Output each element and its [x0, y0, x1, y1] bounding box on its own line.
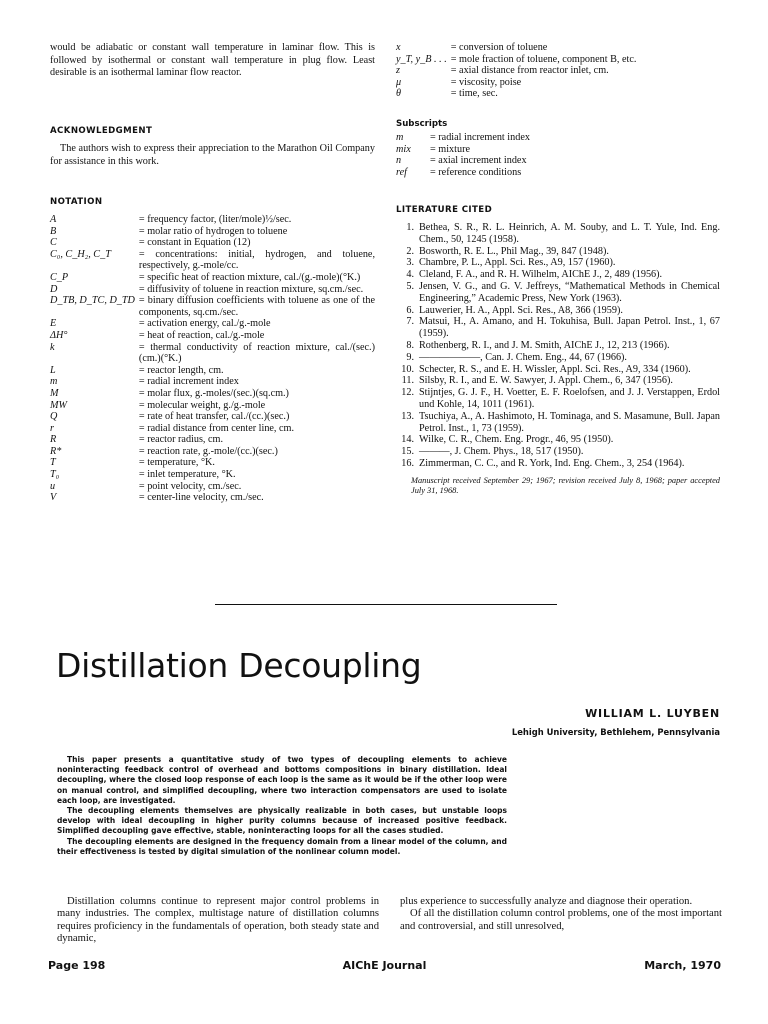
reference-text: Lauwerier, H. A., Appl. Sci. Res., A8, 366 (1959). — [419, 304, 623, 316]
reference-number: 14. — [401, 434, 414, 446]
notation-entry — [396, 65, 720, 77]
author-affiliation: Lehigh University, Bethlehem, Pennsylvania — [511, 727, 720, 737]
notation-entry — [396, 42, 720, 54]
subscripts-section — [396, 119, 720, 178]
notation-symbol: ref — [396, 166, 407, 178]
notation-entry — [396, 155, 720, 167]
reference-text: Matsui, H., A. Amano, and H. Tokuhisa, Bull. Japan Petrol. Inst., 1, 67 (1959). — [419, 316, 720, 340]
notation-definition: = frequency factor, (liter/mole)½/sec. — [138, 214, 292, 225]
notation-symbol: M — [50, 387, 59, 399]
reference-number: 10. — [401, 363, 414, 375]
notation-symbol: C_P — [50, 271, 69, 283]
abstract — [57, 755, 507, 857]
notation-definition: = reaction rate, g.-mole/(cc.)(sec.) — [138, 445, 278, 457]
reference-text: Cleland, F. A., and R. H. Wilhelm, AIChE J., 2, 489 (1956). — [419, 269, 663, 281]
reference-item — [396, 446, 720, 458]
notation-symbol: R — [50, 434, 57, 446]
notation-definition: = axial increment index — [430, 155, 527, 167]
reference-item — [396, 387, 720, 411]
reference-item — [396, 316, 720, 340]
notation-definition: = reactor length, cm. — [138, 364, 224, 376]
acknowledgment-heading: ACKNOWLEDGMENT — [50, 126, 153, 136]
notation-symbol: ΔH° — [50, 329, 68, 341]
notation-symbol: r — [50, 422, 54, 434]
notation-definition: = reactor radius, cm. — [138, 434, 224, 446]
reference-number: 1. — [406, 222, 414, 233]
notation-symbol: T — [50, 457, 56, 469]
notation-entry — [50, 284, 375, 296]
reference-number: 6. — [406, 304, 414, 316]
notation-definition: = mole fraction of toluene, component B, etc. — [450, 53, 637, 65]
subscripts-list — [396, 132, 720, 178]
reference-text: Wilke, C. R., Chem. Eng. Progr., 46, 95 (1950). — [419, 434, 614, 446]
reference-number: 13. — [401, 410, 414, 422]
notation-symbol: u — [50, 480, 56, 492]
notation-entry — [50, 400, 375, 412]
notation-definition: = constant in Equation (12) — [138, 237, 251, 249]
notation-symbol: R* — [50, 445, 62, 457]
notation-symbol: k — [50, 341, 55, 353]
notation-symbol: C — [50, 237, 57, 249]
reference-item — [396, 269, 720, 281]
reference-text: Silsby, R. I., and E. W. Sawyer, J. Appl. Chem., 6, 347 (1956). — [419, 375, 673, 387]
notation-symbol: z — [396, 65, 400, 77]
notation-entry — [50, 411, 375, 423]
notation-entry — [396, 144, 720, 156]
issue-date: March, 1970 — [644, 959, 721, 972]
notation-entry — [50, 423, 375, 435]
section-rule — [215, 604, 557, 605]
acknowledgment-section — [50, 126, 375, 168]
notation-definition: = center-line velocity, cm./sec. — [138, 492, 264, 504]
notation-list — [50, 214, 375, 504]
notation-symbol: C₀, C_H₂, C_T — [50, 248, 111, 260]
notation-entry — [396, 132, 720, 144]
notation-definition: = temperature, °K. — [138, 457, 215, 469]
manuscript-note: Manuscript received September 29; 1967; revision received July 8, 1968; paper accepted July 31, 1968. — [411, 475, 720, 495]
intro-paragraph: would be adiabatic or constant wall temperature in laminar flow. This is followed by isothermal or constant wall temperature in plug flow. Least desirable is an isothermal laminar flow reactor. — [50, 42, 375, 79]
reference-item — [396, 222, 720, 246]
notation-symbol: D_TB, D_TC, D_TD — [50, 295, 135, 307]
left-column — [50, 42, 375, 504]
reference-number: 16. — [401, 457, 414, 469]
reference-text: Tsuchiya, A., A. Hashimoto, H. Tominaga, and S. Masamune, Bull. Japan Petrol. Inst., 1, 73 (1959). — [419, 410, 720, 434]
notation-definition: = conversion of toluene — [450, 42, 548, 53]
notation-definition: = molar ratio of hydrogen to toluene — [138, 225, 288, 237]
notation-entry — [50, 457, 375, 469]
notation-entry — [396, 77, 720, 89]
notation-entry — [50, 376, 375, 388]
body-paragraph: plus experience to successfully analyze and diagnose their operation. — [400, 896, 693, 907]
notation-definition: = diffusivity of toluene in reaction mixture, sq.cm./sec. — [138, 283, 364, 295]
notation-definition: = concentrations: initial, hydrogen, and toluene, respectively, g.-mole/cc. — [138, 248, 375, 272]
page-footer — [48, 959, 721, 975]
notation-entry — [50, 318, 375, 330]
notation-symbol: μ — [396, 76, 402, 88]
body-paragraph: Of all the distillation column control problems, one of the most important and controversial, and still unresolved, — [400, 908, 722, 932]
reference-text: Bethea, S. R., R. L. Heinrich, A. M. Souby, and L. T. Yule, Ind. Eng. Chem., 50, 1245 (1958). — [419, 222, 720, 245]
notation-entry — [50, 249, 375, 272]
right-column — [396, 42, 720, 495]
notation-entry — [50, 365, 375, 377]
notation-definition: = viscosity, poise — [450, 76, 522, 88]
notation-symbol: n — [396, 155, 402, 167]
reference-number: 12. — [401, 387, 414, 399]
reference-number: 5. — [406, 280, 414, 292]
notation-symbol: mix — [396, 143, 411, 155]
notation-definition: = reference conditions — [430, 166, 522, 178]
notation-section — [50, 197, 375, 504]
notation-symbol: B — [50, 225, 57, 237]
reference-number: 8. — [406, 339, 414, 351]
reference-text: ——————, Can. J. Chem. Eng., 44, 67 (1966). — [419, 351, 627, 363]
notation-definition: = thermal conductivity of reaction mixture, cal./(sec.)(cm.)(°K.) — [138, 341, 375, 365]
notation-continued-list — [396, 42, 720, 100]
reference-text: Jensen, V. G., and G. V. Jeffreys, “Mathematical Methods in Chemical Engineering,” Academic Press, New York (1963). — [419, 280, 720, 304]
reference-number: 3. — [406, 257, 414, 269]
reference-item — [396, 246, 720, 258]
page-number: Page 198 — [48, 959, 106, 972]
notation-entry — [50, 481, 375, 493]
article-title: Distillation Decoupling — [56, 646, 422, 685]
notation-entry — [50, 446, 375, 458]
notation-symbol: m — [50, 376, 58, 388]
abstract-paragraph: The decoupling elements themselves are physically realizable in both cases, but unstable loops develop with ideal decoupling in higher purity columns because of increased positive feedback. Simplified decoupling gave effective, stable, noninteracting loops for all the cases studied. — [57, 806, 507, 836]
reference-text: Rothenberg, R. I., and J. M. Smith, AIChE J., 12, 213 (1966). — [419, 339, 670, 351]
reference-item — [396, 458, 720, 470]
notation-symbol: L — [50, 364, 56, 376]
notation-symbol: V — [50, 492, 57, 504]
body-column-right — [400, 896, 722, 933]
notation-definition: = mixture — [430, 143, 470, 155]
body-paragraph: Distillation columns continue to represent major control problems in many industries. The complex, multistage nature of distillation columns requires proficiency in the fundamentals of operation, both steady state and dynamic, — [57, 896, 379, 945]
notation-entry — [50, 214, 375, 226]
notation-definition: = binary diffusion coefficients with toluene as one of the components, sq.cm./sec. — [138, 295, 375, 318]
subscripts-heading: Subscripts — [396, 119, 448, 129]
notation-symbol: x — [396, 42, 401, 53]
notation-definition: = axial distance from reactor inlet, cm. — [450, 65, 609, 77]
notation-symbol: θ — [396, 88, 402, 100]
reference-text: Chambre, P. L., Appl. Sci. Res., A9, 157 (1960). — [419, 257, 616, 269]
notation-entry — [50, 237, 375, 249]
notation-entry — [50, 469, 375, 481]
abstract-paragraph: The decoupling elements are designed in the frequency domain from a linear model of the column, and their effectiveness is tested by digital simulation of the nonlinear column model. — [57, 836, 507, 856]
reference-number: 2. — [406, 245, 414, 257]
notation-symbol: T₀ — [50, 469, 60, 481]
reference-text: Bosworth, R. E. L., Phil Mag., 39, 847 (1948). — [419, 245, 609, 257]
notation-entry — [50, 388, 375, 400]
notation-definition: = molar flux, g.-moles/(sec.)(sq.cm.) — [138, 387, 289, 399]
reference-text: Schecter, R. S., and E. H. Wissler, Appl. Sci. Res., A9, 334 (1960). — [419, 363, 691, 375]
notation-definition: = inlet temperature, °K. — [138, 469, 236, 481]
notation-definition: = radial distance from center line, cm. — [138, 422, 295, 434]
reference-text: Stijntjes, G. J. F., H. Voetter, E. F. Roelofsen, and J. J. Verstappen, Erdol und Kohle, 14, 1011 (1961). — [419, 387, 720, 410]
notation-symbol: m — [396, 132, 404, 143]
notation-symbol: E — [50, 318, 57, 330]
notation-symbol: Q — [50, 411, 58, 423]
notation-entry — [50, 434, 375, 446]
reference-item — [396, 411, 720, 435]
notation-heading: NOTATION — [50, 197, 103, 207]
notation-symbol: MW — [50, 399, 67, 411]
reference-text: Zimmerman, C. C., and R. York, Ind. Eng. Chem., 3, 254 (1964). — [419, 457, 685, 469]
notation-definition: = specific heat of reaction mixture, cal./(g.-mole)(°K.) — [138, 271, 361, 283]
notation-entry — [50, 272, 375, 284]
notation-definition: = radial increment index — [138, 376, 239, 388]
reference-item — [396, 352, 720, 364]
notation-entry — [396, 88, 720, 100]
notation-symbol: A — [50, 214, 57, 225]
notation-definition: = activation energy, cal./g.-mole — [138, 318, 271, 330]
reference-number: 9. — [406, 351, 414, 363]
reference-item — [396, 434, 720, 446]
notation-entry — [50, 226, 375, 238]
notation-entry — [396, 167, 720, 179]
journal-name: AIChE Journal — [342, 959, 427, 972]
reference-item — [396, 364, 720, 376]
notation-symbol: D — [50, 283, 58, 295]
acknowledgment-text: The authors wish to express their appreciation to the Marathon Oil Company for assistance in this work. — [50, 143, 375, 167]
reference-number: 4. — [406, 269, 414, 281]
reference-item — [396, 305, 720, 317]
notation-definition: = time, sec. — [450, 88, 498, 100]
body-column-left — [57, 896, 379, 946]
reference-text: ———, J. Chem. Phys., 18, 517 (1950). — [419, 446, 584, 458]
reference-list — [396, 222, 720, 470]
reference-item — [396, 375, 720, 387]
notation-symbol: y_T, y_B . . . — [396, 53, 447, 65]
reference-item — [396, 340, 720, 352]
reference-number: 7. — [406, 316, 414, 328]
literature-section — [396, 205, 720, 504]
reference-item — [396, 257, 720, 269]
notation-entry — [396, 54, 720, 66]
notation-entry — [50, 492, 375, 504]
reference-number: 15. — [401, 446, 414, 458]
notation-definition: = molecular weight, g./g.-mole — [138, 399, 266, 411]
notation-definition: = rate of heat transfer, cal./(cc.)(sec.) — [138, 411, 290, 423]
notation-definition: = radial increment index — [430, 132, 530, 143]
abstract-paragraph: This paper presents a quantitative study of two types of decoupling elements to achieve noninteracting feedback control of overhead and bottoms compositions in binary distillation. Ideal decoupling, where the closed loop response of each loop is the same as it would be if the other loop were on manual control, and simplified decoupling, where two interaction compensators are used to isolate each loop, are investigated. — [57, 755, 507, 805]
notation-entry — [50, 342, 375, 365]
reference-item — [396, 281, 720, 305]
literature-heading: LITERATURE CITED — [396, 205, 493, 215]
notation-definition: = heat of reaction, cal./g.-mole — [138, 329, 265, 341]
notation-entry — [50, 330, 375, 342]
notation-entry — [50, 295, 375, 318]
notation-definition: = point velocity, cm./sec. — [138, 480, 242, 492]
author-name: WILLIAM L. LUYBEN — [585, 707, 720, 720]
reference-number: 11. — [401, 375, 414, 387]
